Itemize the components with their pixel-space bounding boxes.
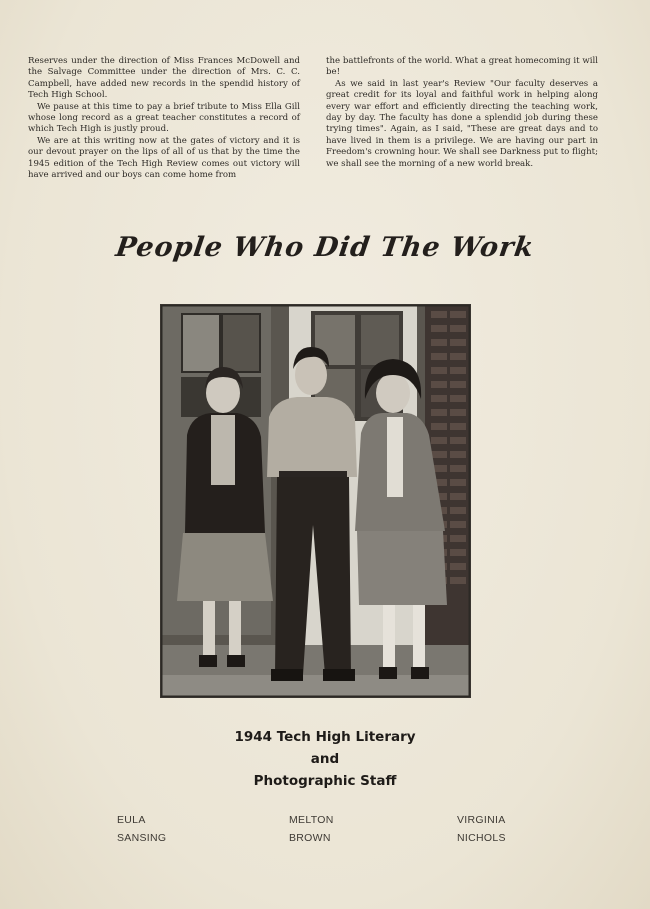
article-column-left — [28, 56, 300, 181]
caption-line-3: Photographic Staff — [253, 773, 397, 789]
paragraph: Reserves under the direction of Miss Frances McDowell and the Salvage Committee under the direction of Mrs. C. C. Campbell, have added new records in the spendid history of Tech High School. — [28, 56, 300, 101]
article-text — [28, 56, 598, 181]
photo-caption — [0, 726, 650, 792]
last-name: BROWN — [289, 832, 331, 844]
paragraph: As we said in last year's Review "Our faculty deserves a great credit for its loyal and faithful work in helping along every war effort and efficiently directing the teaching work, day by day. The faculty has done a splendid job during these trying times". Again, as I said, "These are great days and to have lived in them is a privilege. We are having our part in Freedom's crowning hour. We shall see Darkness put to flight; we shall see the morning of a new world break. — [326, 78, 598, 169]
staff-name-1 — [117, 811, 166, 847]
caption-line-2: and — [310, 751, 340, 767]
staff-name-3 — [457, 811, 506, 847]
first-name: VIRGINIA — [457, 814, 506, 826]
last-name: SANSING — [117, 832, 167, 844]
paragraph: We pause at this time to pay a brief tribute to Miss Ella Gill whose long record as a great teacher constitutes a record of which Tech High is justly proud. — [28, 101, 300, 135]
caption-line-1: 1944 Tech High Literary — [234, 729, 416, 745]
staff-photo — [160, 304, 471, 698]
staff-photo-image — [161, 305, 470, 697]
article-column-right — [326, 56, 598, 181]
first-name: EULA — [117, 814, 146, 826]
first-name: MELTON — [289, 814, 334, 826]
staff-name-2 — [289, 811, 334, 847]
section-title: People Who Did The Work — [113, 232, 537, 263]
paragraph: the battlefronts of the world. What a great homecoming it will be! — [326, 56, 598, 78]
last-name: NICHOLS — [457, 832, 506, 844]
paragraph: We are at this writing now at the gates of victory and it is our devout prayer on the lips of all of us that by the time the 1945 edition of the Tech High Review comes out victory will have arrived and our boys can come home from — [28, 135, 300, 181]
